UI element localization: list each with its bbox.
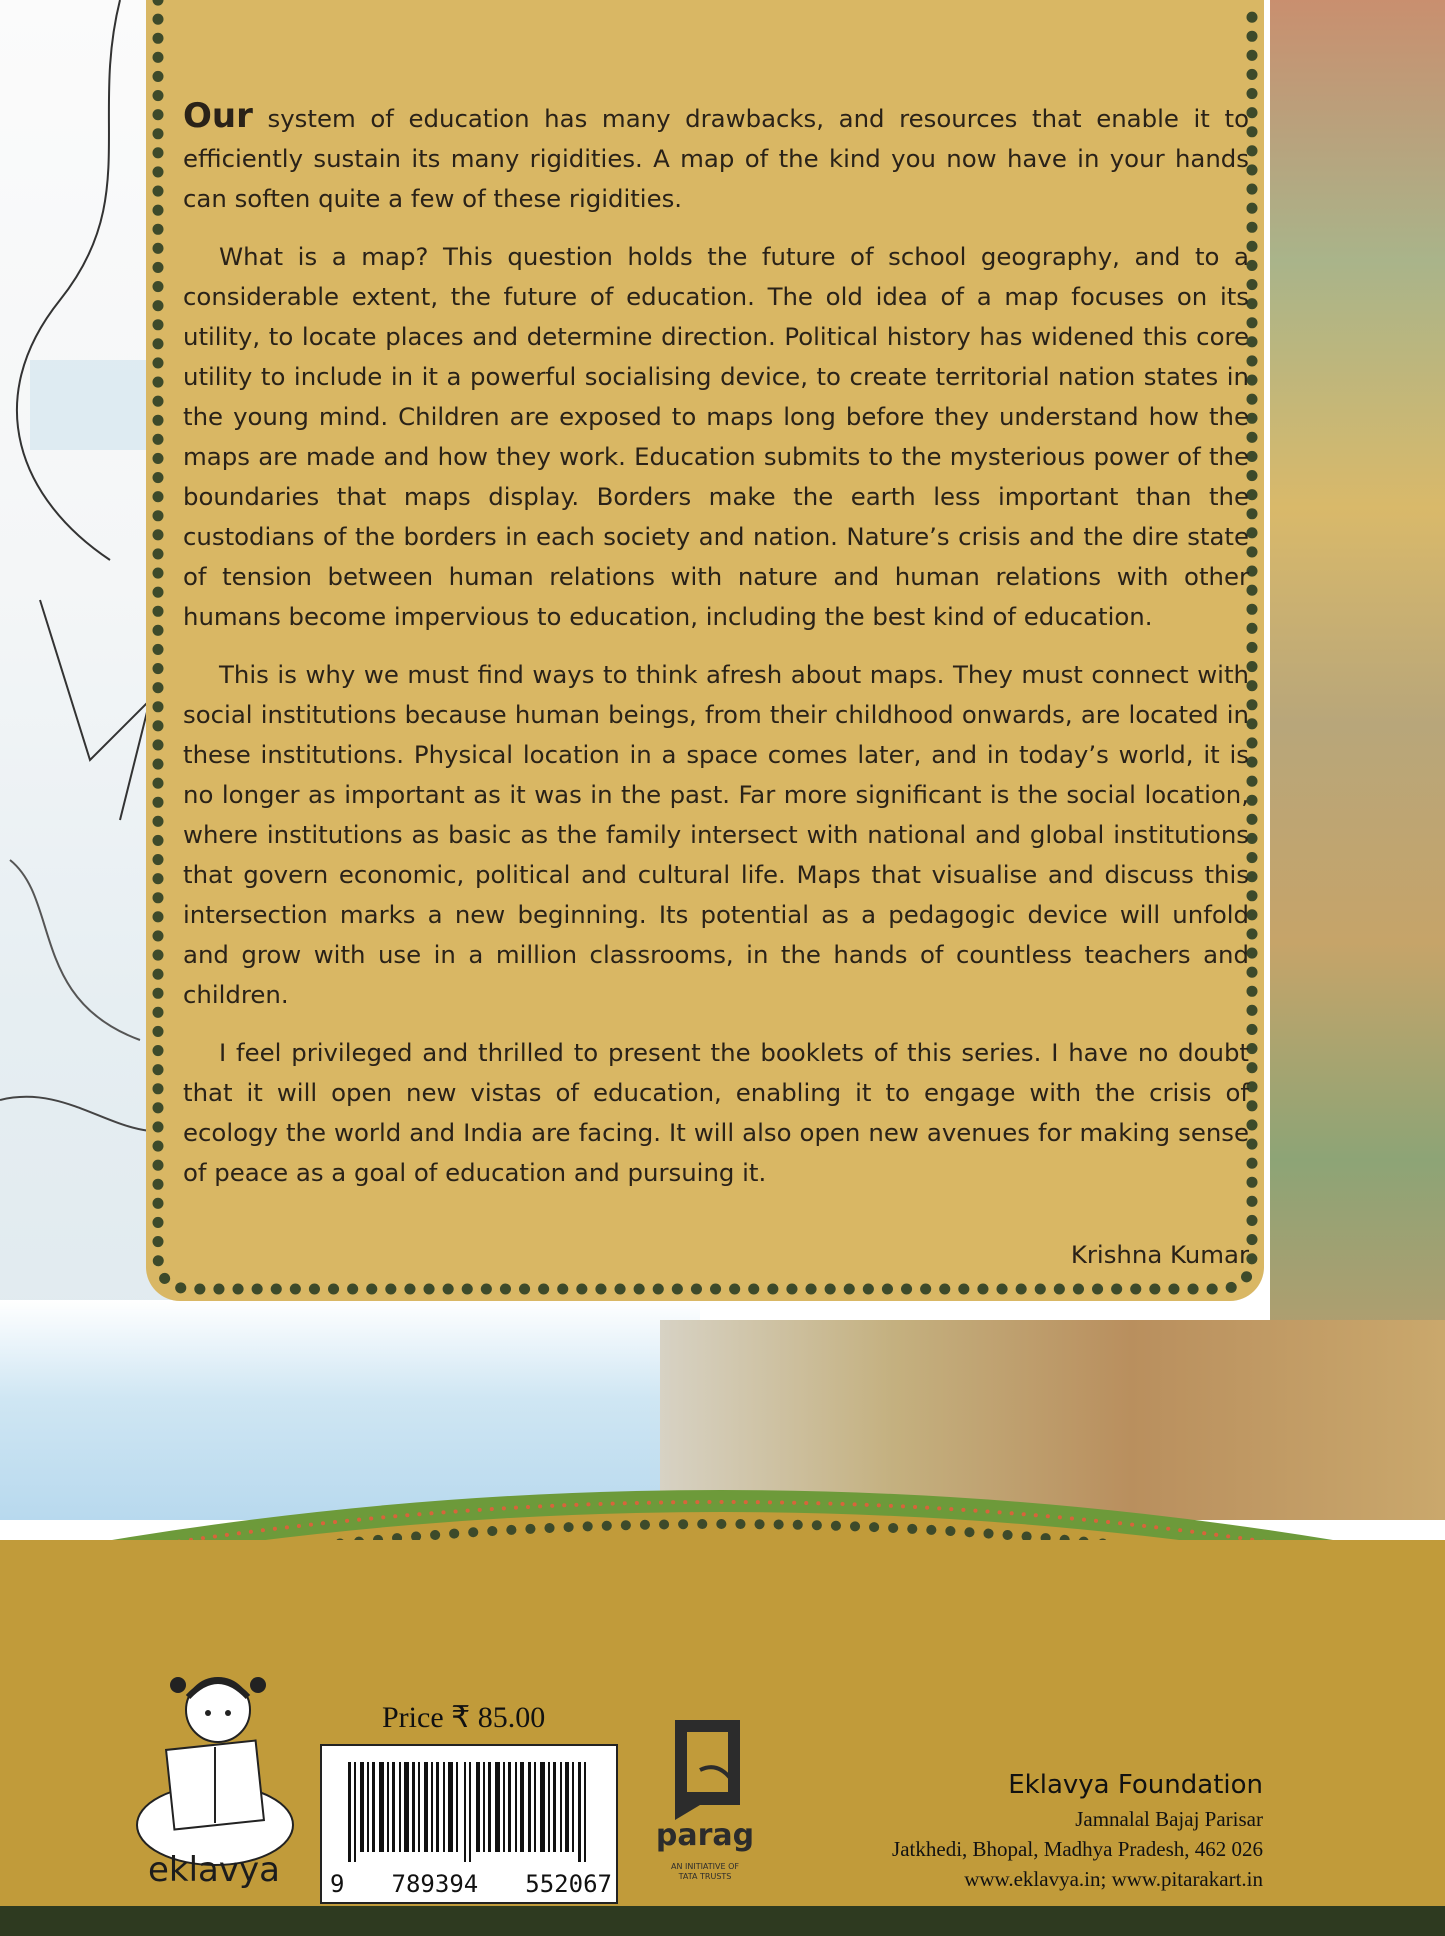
parag-sub-line-2: TATA TRUSTS — [678, 1872, 732, 1881]
publisher-address-line-2: Jatkhedi, Bhopal, Madhya Pradesh, 462 026 — [892, 1837, 1263, 1861]
barcode-bars — [338, 1762, 604, 1862]
author-signature: Krishna Kumar — [1070, 1240, 1249, 1269]
publisher-website: www.eklavya.in; www.pitarakart.in — [964, 1867, 1263, 1891]
paragraph-3: This is why we must find ways to think afresh about maps. They must connect with social institutions because human beings, from their childhood onwards, are located in these institutions. Physical location in a space comes later, and in today’s world, it is no longer as important as it was in the past. Far more significant is the social location, where institutions as basic as the family intersect with national and global institutions that govern economic, political and cultural life. Maps that visualise and discuss this intersection marks a new beginning. Its potential as a pedagogic device will unfold and grow with use in a million classrooms, in the hands of countless teachers and children. — [183, 660, 1249, 1009]
parag-logo-text: parag — [655, 1818, 755, 1853]
isbn-left-group: 789394 — [391, 1870, 479, 1898]
parag-initiative-text — [630, 1862, 780, 1882]
parag-sub-line-1: AN INITIATIVE OF — [670, 1862, 739, 1871]
letter-body — [183, 96, 1249, 1211]
paragraph-1-text: system of education has many drawbacks, and resources that enable it to efficiently sustain its many rigidities. A map of the kind you now have in your hands can soften quite a few of these rigidities. — [183, 104, 1249, 213]
paragraph-1 — [183, 96, 1249, 219]
footer-bottom-strip — [0, 1906, 1445, 1936]
publisher-address-line-1: Jamnalal Bajaj Parisar — [1075, 1807, 1263, 1831]
dropcap-word: Our — [183, 96, 253, 136]
isbn-prefix: 9 — [330, 1870, 345, 1898]
publisher-name: Eklavya Foundation — [1008, 1770, 1263, 1800]
publisher-block — [892, 1770, 1263, 1894]
barcode — [320, 1744, 618, 1904]
paragraph-2: What is a map? This question holds the future of school geography, and to a considerable extent, the future of education. The old idea of a map focuses on its utility, to locate places and determine direction. Political history has widened this core utility to include in it a powerful socialising device, to create territorial nation states in the young mind. Children are exposed to maps long before they understand how the maps are made and how they work. Education submits to the mysterious power of the boundaries that maps display. Borders make the earth less important than the custodians of the borders in each society and nation. Nature’s crisis and the dire state of tension between human relations with nature and human relations with other humans become impervious to education, including the best kind of education. — [183, 242, 1249, 631]
isbn-right-group: 552067 — [525, 1870, 612, 1898]
right-map-illustration — [1270, 0, 1445, 1450]
paragraph-4: I feel privileged and thrilled to present the booklets of this series. I have no doubt that it will open new vistas of education, enabling it to engage with the crisis of ecology the world and India are facing. It will also open new avenues for making sense of peace as a goal of education and pursuing it. — [183, 1038, 1249, 1187]
price-label: Price ₹ 85.00 — [382, 1701, 546, 1734]
eklavya-logo-text: eklavya — [148, 1850, 280, 1890]
isbn-digits — [330, 1870, 612, 1898]
